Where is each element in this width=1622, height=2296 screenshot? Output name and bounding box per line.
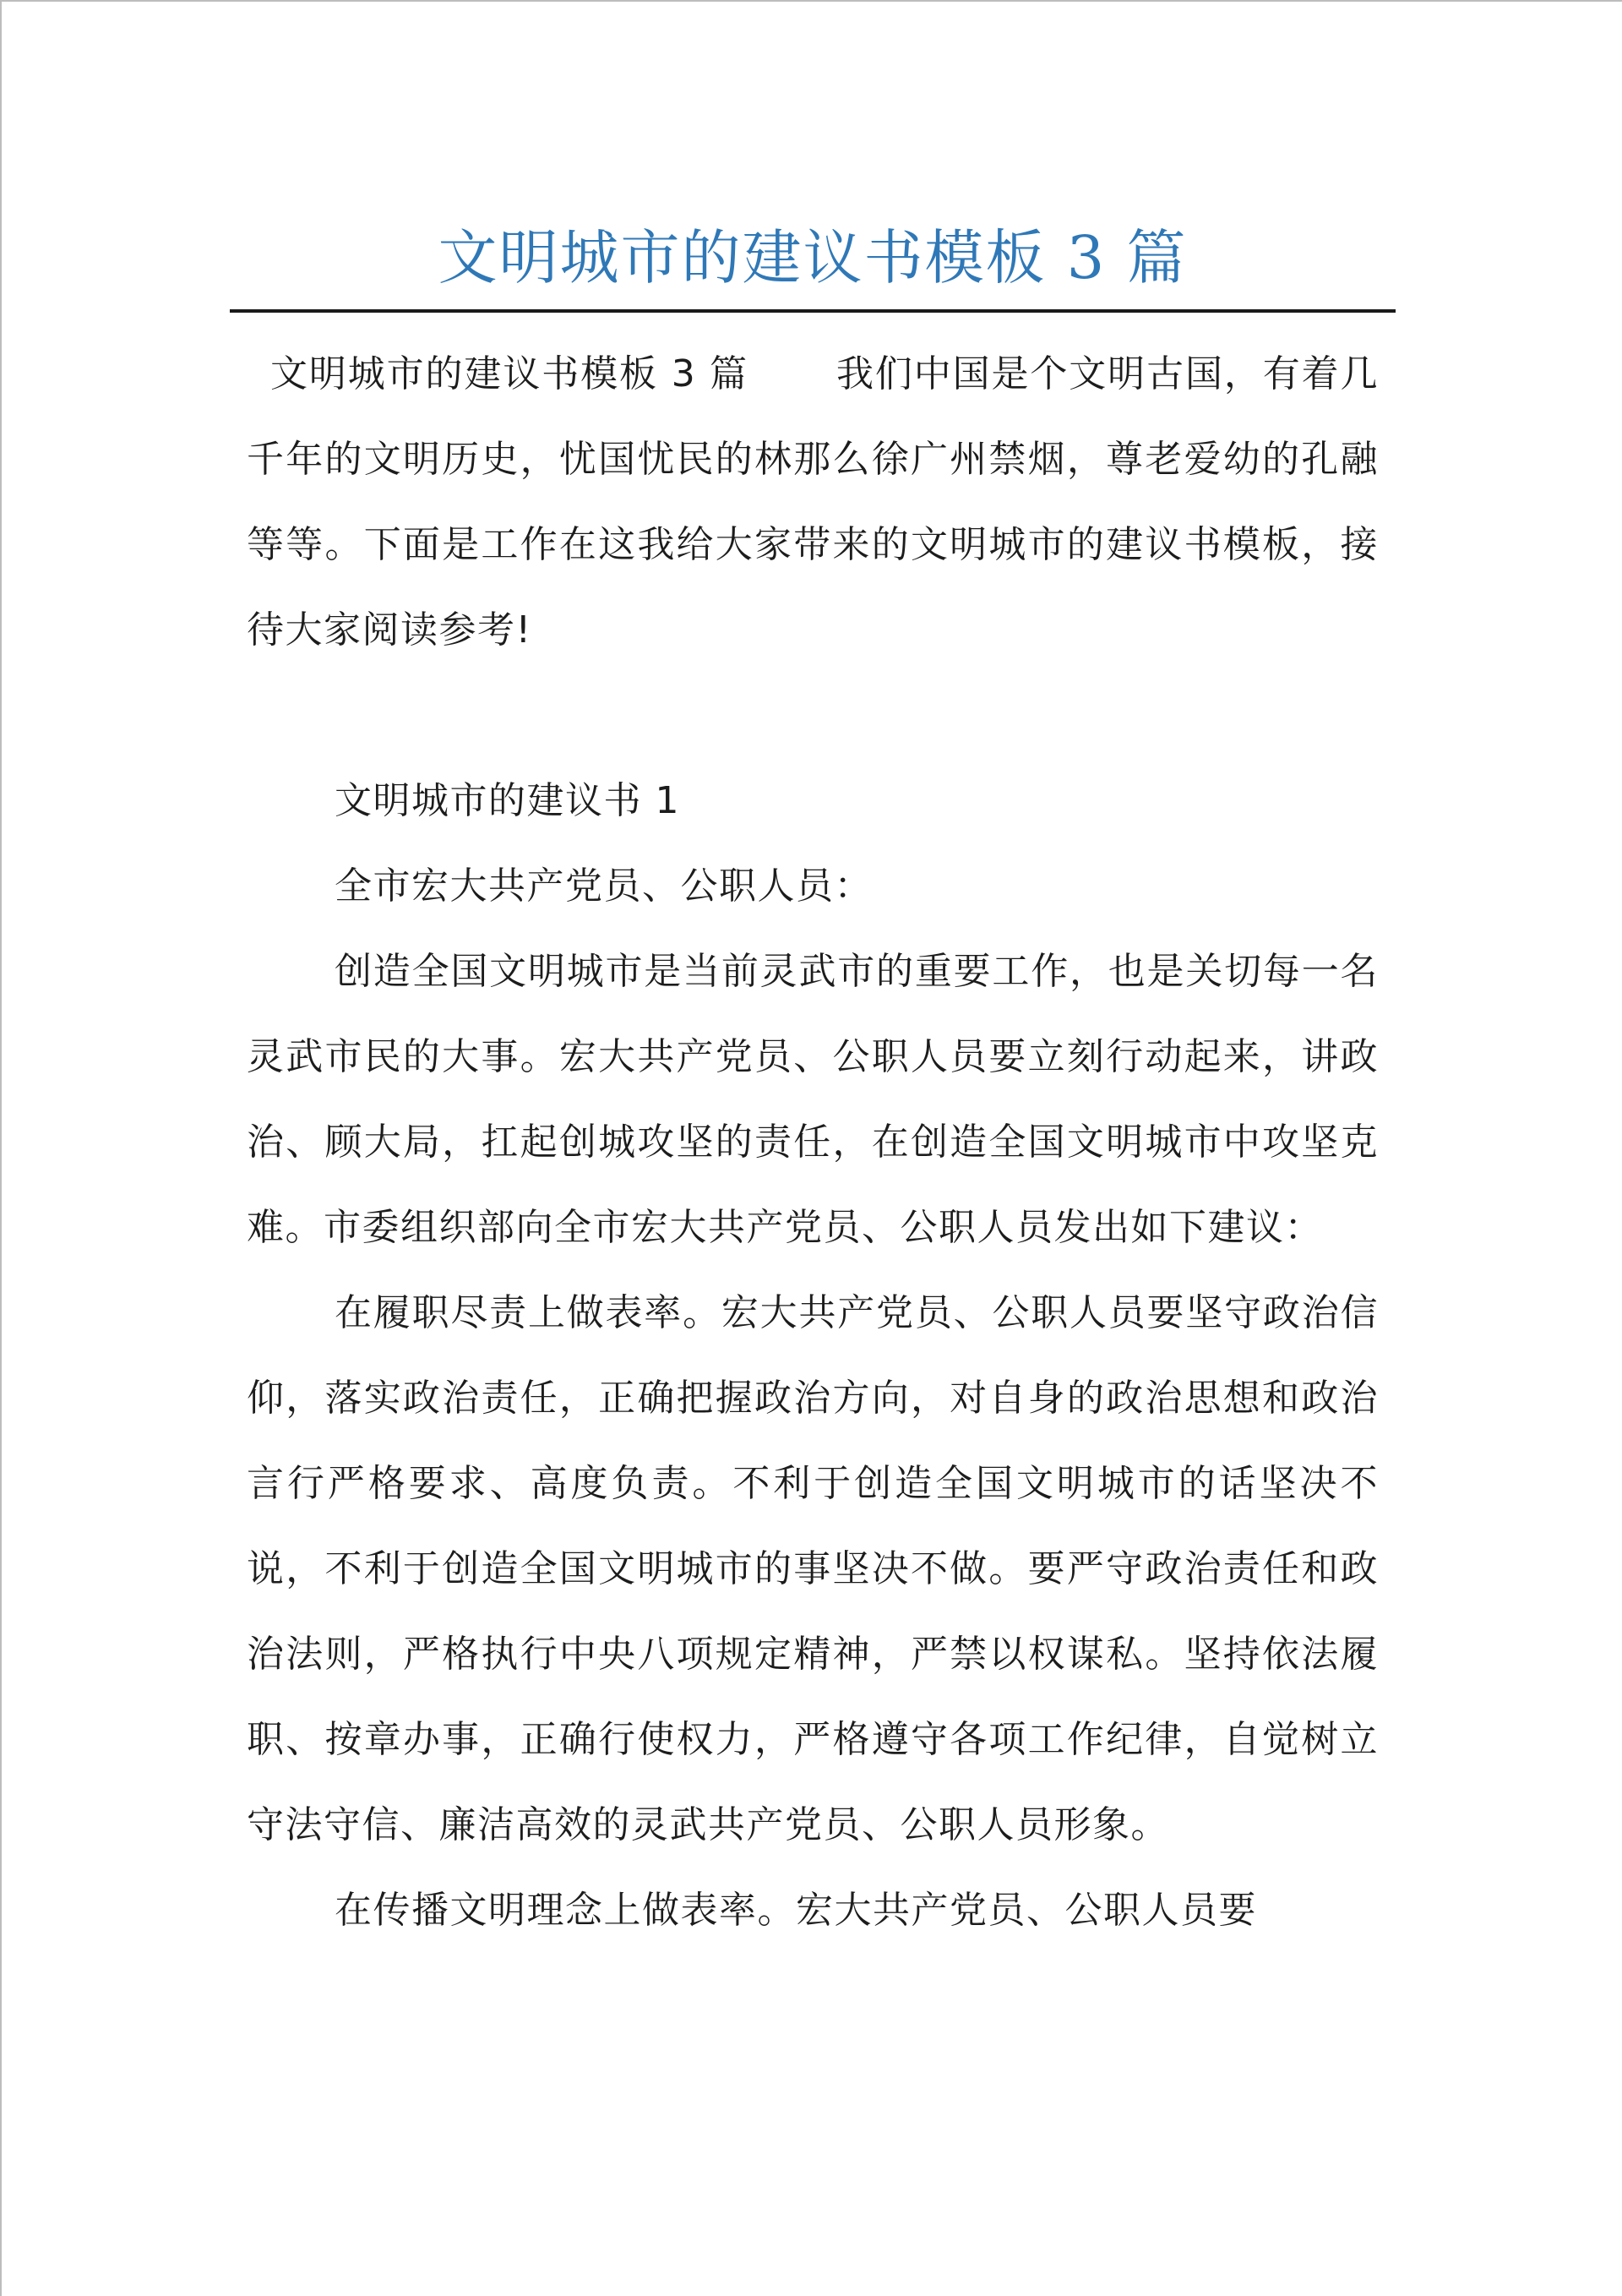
document-title: 文明城市的建议书模板 3 篇: [438, 223, 1188, 292]
intro-heading: 文明城市的建议书模板 3 篇: [270, 352, 748, 395]
title-underline: [230, 309, 1396, 313]
body-paragraph: 创造全国文明城市是当前灵武市的重要工作，也是关切每一名灵武市民的大事。宏大共产党员、公职人员要立刻行动起来，讲政治、顾大局，扛起创城攻坚的责任，在创造全国文明城市中攻坚克难。市委组织部向全市宏大共产党员、公职人员发出如下建议：: [247, 950, 1379, 1249]
body-paragraph: 在履职尽责上做表率。宏大共产党员、公职人员要坚守政治信仰，落实政治责任，正确把握政治方向，对自身的政治思想和政治言行严格要求、高度负责。不利于创造全国文明城市的话坚决不说，不利于创造全国文明城市的事坚决不做。要严守政治责任和政治法则，严格执行中央八项规定精神，严禁以权谋私。坚持依法履职、按章办事，正确行使权力，严格遵守各项工作纪律，自觉树立守法守信、廉洁高效的灵武共产党员、公职人员形象。: [247, 1291, 1379, 1846]
section-heading: 文明城市的建议书 1: [335, 779, 680, 822]
paragraph-gap: [247, 673, 1379, 758]
salutation: 全市宏大共产党员、公职人员：: [335, 864, 873, 908]
document-body: [247, 331, 1379, 1953]
intro-paragraph: [247, 331, 1379, 673]
intro-text: 我们中国是个文明古国，有着几千年的文明历史，忧国忧民的林那么徐广州禁烟，尊老爱幼的孔融等等。下面是工作在这我给大家带来的文明城市的建议书模板，接待大家阅读参考!: [247, 352, 1379, 652]
body-paragraph: 在传播文明理念上做表率。宏大共产党员、公职人员要: [335, 1889, 1257, 1932]
